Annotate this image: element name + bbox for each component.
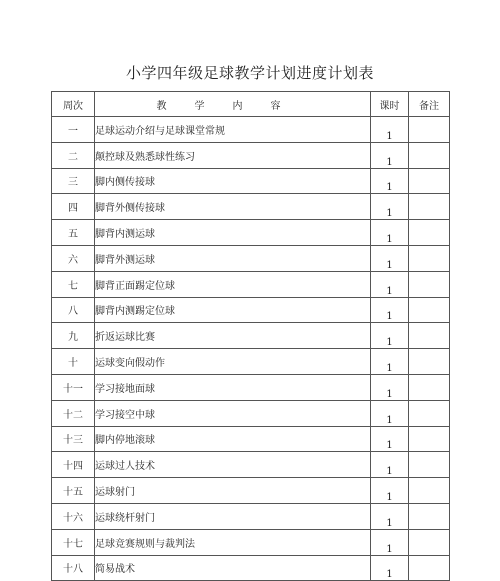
content-cell: 脚背外侧传接球 bbox=[95, 194, 371, 220]
table-header-row bbox=[52, 92, 450, 117]
table-row bbox=[52, 529, 450, 555]
content-cell: 运球射门 bbox=[95, 478, 371, 504]
content-cell: 学习接地面球 bbox=[95, 374, 371, 400]
content-cell: 脚背内测运球 bbox=[95, 220, 371, 246]
content-cell: 脚内侧传接球 bbox=[95, 168, 371, 194]
table-row bbox=[52, 555, 450, 581]
table-row bbox=[52, 194, 450, 220]
content-cell: 足球运动介绍与足球课堂常规 bbox=[95, 117, 371, 143]
hours-cell: 1 bbox=[371, 400, 409, 426]
hours-cell: 1 bbox=[371, 117, 409, 143]
notes-cell bbox=[409, 426, 450, 452]
notes-cell bbox=[409, 245, 450, 271]
content-cell: 折返运球比赛 bbox=[95, 323, 371, 349]
notes-cell bbox=[409, 529, 450, 555]
notes-cell bbox=[409, 452, 450, 478]
week-cell: 六 bbox=[52, 245, 95, 271]
hours-cell: 1 bbox=[371, 426, 409, 452]
notes-cell bbox=[409, 323, 450, 349]
week-cell: 十五 bbox=[52, 478, 95, 504]
document-title: 小学四年级足球教学计划进度计划表 bbox=[125, 64, 374, 82]
week-cell: 二 bbox=[52, 142, 95, 168]
week-cell: 八 bbox=[52, 297, 95, 323]
content-cell: 颠控球及熟悉球性练习 bbox=[95, 142, 371, 168]
notes-cell bbox=[409, 117, 450, 143]
hours-cell: 1 bbox=[371, 478, 409, 504]
week-cell: 十八 bbox=[52, 555, 95, 581]
table-body bbox=[52, 117, 450, 581]
week-cell: 七 bbox=[52, 271, 95, 297]
table-row bbox=[52, 349, 450, 375]
header-hours: 课时 bbox=[371, 92, 409, 117]
table-row bbox=[52, 220, 450, 246]
notes-cell bbox=[409, 271, 450, 297]
notes-cell bbox=[409, 400, 450, 426]
week-cell: 三 bbox=[52, 168, 95, 194]
table-row bbox=[52, 168, 450, 194]
week-cell: 四 bbox=[52, 194, 95, 220]
week-cell: 十六 bbox=[52, 503, 95, 529]
week-cell: 五 bbox=[52, 220, 95, 246]
table-row bbox=[52, 297, 450, 323]
table-row bbox=[52, 452, 450, 478]
week-cell: 十 bbox=[52, 349, 95, 375]
hours-cell: 1 bbox=[371, 503, 409, 529]
hours-cell: 1 bbox=[371, 142, 409, 168]
table-row bbox=[52, 426, 450, 452]
table-row bbox=[52, 323, 450, 349]
table-row bbox=[52, 117, 450, 143]
teaching-schedule-table bbox=[51, 91, 450, 581]
content-cell: 脚内停地滚球 bbox=[95, 426, 371, 452]
content-cell: 运球绕杆射门 bbox=[95, 503, 371, 529]
notes-cell bbox=[409, 478, 450, 504]
notes-cell bbox=[409, 297, 450, 323]
header-notes: 备注 bbox=[409, 92, 450, 117]
week-cell: 十一 bbox=[52, 374, 95, 400]
content-cell: 足球竞赛规则与裁判法 bbox=[95, 529, 371, 555]
hours-cell: 1 bbox=[371, 271, 409, 297]
notes-cell bbox=[409, 349, 450, 375]
notes-cell bbox=[409, 374, 450, 400]
table-row bbox=[52, 245, 450, 271]
notes-cell bbox=[409, 168, 450, 194]
hours-cell: 1 bbox=[371, 194, 409, 220]
week-cell: 一 bbox=[52, 117, 95, 143]
notes-cell bbox=[409, 503, 450, 529]
notes-cell bbox=[409, 194, 450, 220]
hours-cell: 1 bbox=[371, 245, 409, 271]
hours-cell: 1 bbox=[371, 220, 409, 246]
hours-cell: 1 bbox=[371, 529, 409, 555]
hours-cell: 1 bbox=[371, 297, 409, 323]
hours-cell: 1 bbox=[371, 452, 409, 478]
hours-cell: 1 bbox=[371, 349, 409, 375]
notes-cell bbox=[409, 142, 450, 168]
week-cell: 十二 bbox=[52, 400, 95, 426]
hours-cell: 1 bbox=[371, 168, 409, 194]
notes-cell bbox=[409, 220, 450, 246]
table-row bbox=[52, 503, 450, 529]
table-row bbox=[52, 271, 450, 297]
week-cell: 九 bbox=[52, 323, 95, 349]
table-row bbox=[52, 478, 450, 504]
week-cell: 十四 bbox=[52, 452, 95, 478]
hours-cell: 1 bbox=[371, 555, 409, 581]
content-cell: 学习接空中球 bbox=[95, 400, 371, 426]
hours-cell: 1 bbox=[371, 323, 409, 349]
header-content: 教学内容 bbox=[95, 92, 371, 117]
header-week: 周次 bbox=[52, 92, 95, 117]
table-row bbox=[52, 142, 450, 168]
notes-cell bbox=[409, 555, 450, 581]
content-cell: 运球过人技术 bbox=[95, 452, 371, 478]
hours-cell: 1 bbox=[371, 374, 409, 400]
week-cell: 十三 bbox=[52, 426, 95, 452]
week-cell: 十七 bbox=[52, 529, 95, 555]
content-cell: 简易战术 bbox=[95, 555, 371, 581]
table-row bbox=[52, 374, 450, 400]
content-cell: 脚背内测踢定位球 bbox=[95, 297, 371, 323]
content-cell: 运球变向假动作 bbox=[95, 349, 371, 375]
content-cell: 脚背正面踢定位球 bbox=[95, 271, 371, 297]
table-row bbox=[52, 400, 450, 426]
content-cell: 脚背外测运球 bbox=[95, 245, 371, 271]
